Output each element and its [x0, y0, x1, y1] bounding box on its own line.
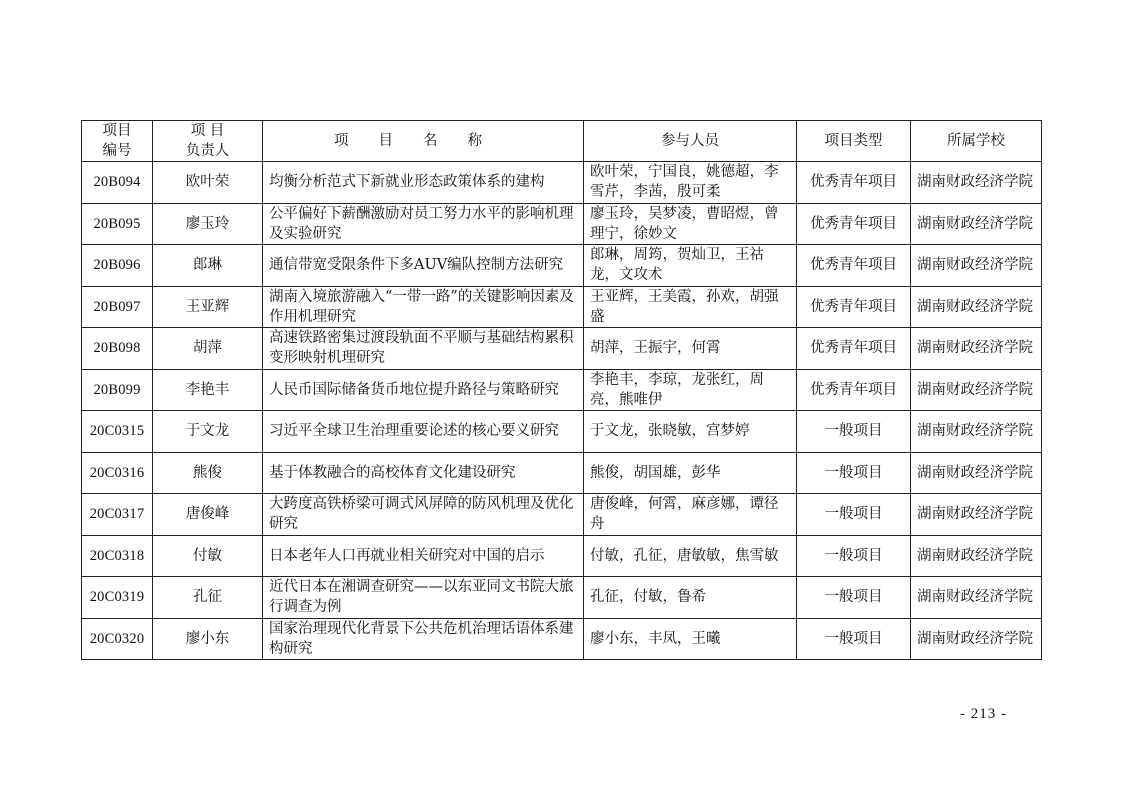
cell-project-id: 20C0315 — [82, 411, 153, 453]
cell-project-name: 公平偏好下薪酬激励对员工努力水平的影响机理及实验研究 — [263, 203, 584, 245]
cell-project-lead: 欧叶荣 — [153, 162, 263, 204]
cell-project-name: 高速铁路密集过渡段轨面不平顺与基础结构累积变形映射机理研究 — [263, 328, 584, 370]
cell-project-id: 20C0317 — [82, 494, 153, 536]
cell-project-type: 一般项目 — [797, 535, 911, 577]
cell-members: 郎琳，周筠，贺灿卫，王祜龙，文攻术 — [584, 245, 797, 287]
table-row — [82, 328, 1042, 370]
header-members: 参与人员 — [584, 121, 797, 162]
page-number: - 213 - — [960, 706, 1007, 722]
cell-project-lead: 孔征 — [153, 577, 263, 619]
cell-project-id: 20C0320 — [82, 618, 153, 660]
cell-project-lead: 胡萍 — [153, 328, 263, 370]
cell-project-type: 一般项目 — [797, 618, 911, 660]
cell-project-type: 一般项目 — [797, 577, 911, 619]
cell-project-type: 优秀青年项目 — [797, 328, 911, 370]
cell-project-type: 优秀青年项目 — [797, 203, 911, 245]
cell-members: 于文龙，张晓敏，宫梦婷 — [584, 411, 797, 453]
table-row — [82, 162, 1042, 204]
cell-project-name: 日本老年人口再就业相关研究对中国的启示 — [263, 535, 584, 577]
cell-school: 湖南财政经济学院 — [911, 369, 1042, 411]
header-project-type: 项目类型 — [797, 121, 911, 162]
cell-members: 胡萍，王振宇，何霄 — [584, 328, 797, 370]
cell-project-id: 20B096 — [82, 245, 153, 287]
cell-project-type: 优秀青年项目 — [797, 162, 911, 204]
header-project-name: 项目名称 — [263, 121, 584, 162]
cell-school: 湖南财政经济学院 — [911, 328, 1042, 370]
cell-project-id: 20C0316 — [82, 452, 153, 494]
table-row — [82, 369, 1042, 411]
cell-school: 湖南财政经济学院 — [911, 286, 1042, 328]
cell-project-id: 20B094 — [82, 162, 153, 204]
cell-school: 湖南财政经济学院 — [911, 452, 1042, 494]
cell-project-id: 20C0319 — [82, 577, 153, 619]
cell-project-lead: 廖小东 — [153, 618, 263, 660]
cell-project-name: 大跨度高铁桥梁可调式风屏障的防风机理及优化研究 — [263, 494, 584, 536]
cell-project-type: 优秀青年项目 — [797, 286, 911, 328]
header-row — [82, 121, 1042, 162]
cell-school: 湖南财政经济学院 — [911, 411, 1042, 453]
cell-project-id: 20B095 — [82, 203, 153, 245]
cell-project-lead: 唐俊峰 — [153, 494, 263, 536]
cell-project-type: 一般项目 — [797, 494, 911, 536]
cell-project-name: 近代日本在湘调查研究——以东亚同文书院大旅行调查为例 — [263, 577, 584, 619]
cell-members: 廖小东，丰凤，王曦 — [584, 618, 797, 660]
cell-school: 湖南财政经济学院 — [911, 162, 1042, 204]
cell-members: 欧叶荣，宁国良，姚德超，李雪芹，李茜，殷可柔 — [584, 162, 797, 204]
table-row — [82, 618, 1042, 660]
cell-project-name: 湖南入境旅游融入“一带一路”的关键影响因素及作用机理研究 — [263, 286, 584, 328]
cell-project-name: 基于体教融合的高校体育文化建设研究 — [263, 452, 584, 494]
cell-project-type: 一般项目 — [797, 452, 911, 494]
cell-project-id: 20B097 — [82, 286, 153, 328]
table-row — [82, 452, 1042, 494]
cell-project-id: 20B099 — [82, 369, 153, 411]
cell-school: 湖南财政经济学院 — [911, 577, 1042, 619]
project-table — [81, 120, 1042, 660]
cell-school: 湖南财政经济学院 — [911, 535, 1042, 577]
cell-project-type: 优秀青年项目 — [797, 369, 911, 411]
cell-members: 廖玉玲，吴梦凌，曹昭煜，曾理宁，徐妙文 — [584, 203, 797, 245]
cell-members: 唐俊峰，何霄，麻彦娜，谭径舟 — [584, 494, 797, 536]
cell-project-type: 优秀青年项目 — [797, 245, 911, 287]
table-row — [82, 286, 1042, 328]
cell-project-name: 均衡分析范式下新就业形态政策体系的建构 — [263, 162, 584, 204]
cell-project-name: 国家治理现代化背景下公共危机治理话语体系建构研究 — [263, 618, 584, 660]
cell-members: 付敏，孔征，唐敏敏，焦雪敏 — [584, 535, 797, 577]
cell-project-id: 20C0318 — [82, 535, 153, 577]
cell-members: 孔征，付敏，鲁希 — [584, 577, 797, 619]
cell-project-name: 习近平全球卫生治理重要论述的核心要义研究 — [263, 411, 584, 453]
table-row — [82, 203, 1042, 245]
table-row — [82, 245, 1042, 287]
cell-project-lead: 王亚辉 — [153, 286, 263, 328]
cell-project-lead: 李艳丰 — [153, 369, 263, 411]
cell-project-name: 人民币国际储备货币地位提升路径与策略研究 — [263, 369, 584, 411]
cell-project-id: 20B098 — [82, 328, 153, 370]
cell-members: 王亚辉，王美霞，孙欢，胡强盛 — [584, 286, 797, 328]
table-row — [82, 577, 1042, 619]
cell-members: 熊俊，胡国雄，彭华 — [584, 452, 797, 494]
table-row — [82, 411, 1042, 453]
header-project-id: 项目 编号 — [82, 121, 153, 162]
cell-school: 湖南财政经济学院 — [911, 494, 1042, 536]
table-header — [82, 121, 1042, 162]
cell-project-type: 一般项目 — [797, 411, 911, 453]
cell-project-lead: 于文龙 — [153, 411, 263, 453]
cell-project-name: 通信带宽受限条件下多AUV编队控制方法研究 — [263, 245, 584, 287]
cell-members: 李艳丰，李琼，龙张红，周亮，熊唯伊 — [584, 369, 797, 411]
table-row — [82, 494, 1042, 536]
header-school: 所属学校 — [911, 121, 1042, 162]
header-project-lead: 项 目 负责人 — [153, 121, 263, 162]
table-body — [82, 162, 1042, 660]
cell-school: 湖南财政经济学院 — [911, 618, 1042, 660]
table-row — [82, 535, 1042, 577]
cell-project-lead: 付敏 — [153, 535, 263, 577]
cell-school: 湖南财政经济学院 — [911, 203, 1042, 245]
cell-project-lead: 廖玉玲 — [153, 203, 263, 245]
cell-project-lead: 郎琳 — [153, 245, 263, 287]
cell-project-lead: 熊俊 — [153, 452, 263, 494]
cell-school: 湖南财政经济学院 — [911, 245, 1042, 287]
